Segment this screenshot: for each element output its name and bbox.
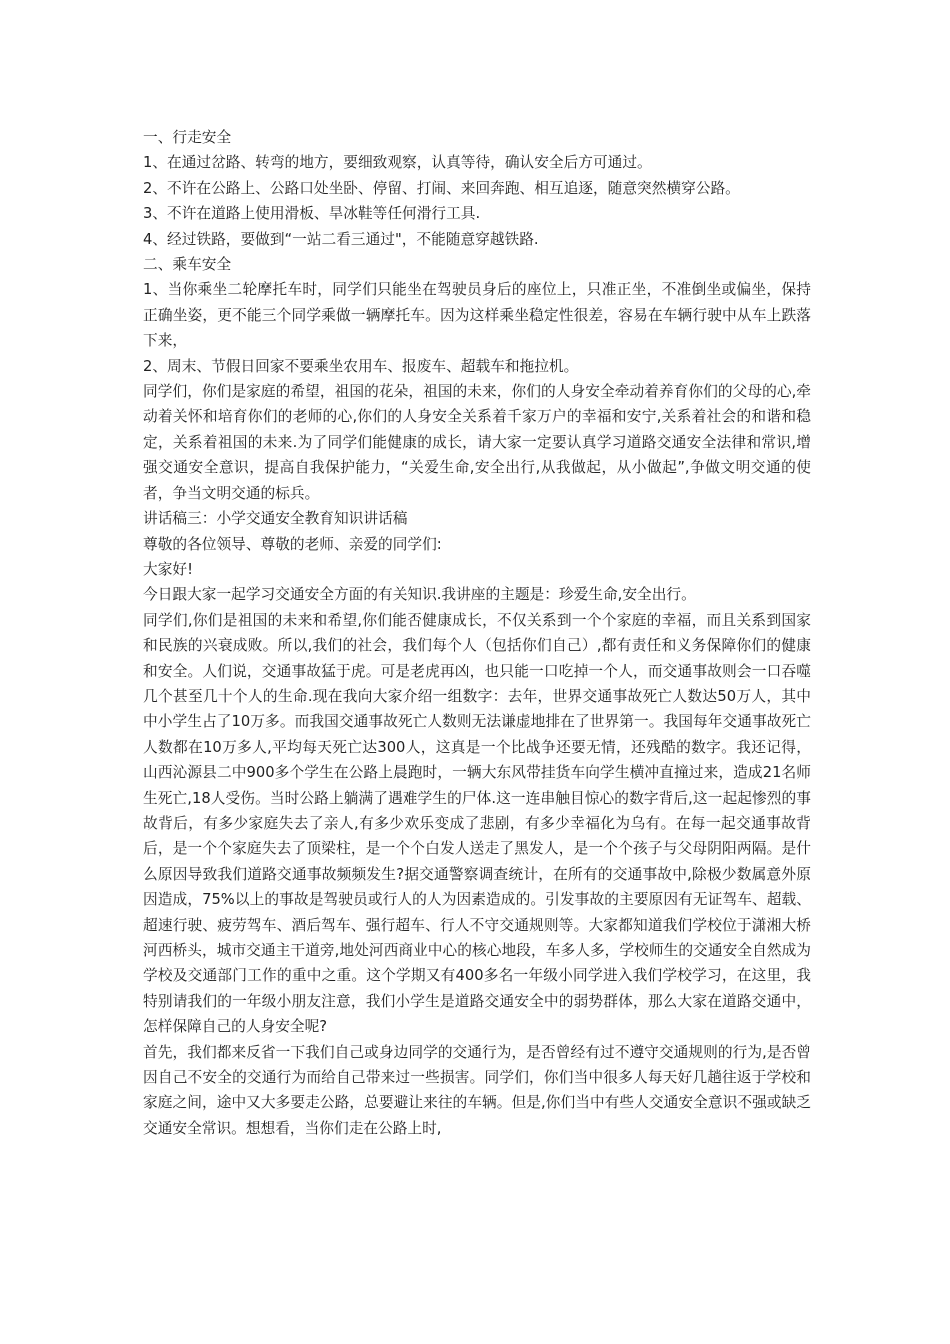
walking-rule-1: 1、在通过岔路、转弯的地方，要细致观察，认真等待，确认安全后方可通过。 <box>143 154 652 172</box>
closing-paragraph: 同学们，你们是家庭的希望，祖国的花朵，祖国的未来，你们的人身安全牵动着养育你们的父母的心,牵动着关怀和培育你们的老师的心,你们的人身安全关系着千家万户的幸福和安宁,关系着社会的和谐和稳定，关系着祖国的未来.为了同学们能健康的成长，请大家一定要认真学习道路交通安全法律和常识,增强交通安全意识，提高自我保护能力，“关爱生命,安全出行,从我做起，从小做起”,争做文明交通的使者，争当文明交通的标兵。 <box>143 383 811 502</box>
walking-rule-3: 3、不许在道路上使用滑板、旱冰鞋等任何滑行工具. <box>143 205 481 223</box>
riding-rule-1: 1、当你乘坐二轮摩托车时，同学们只能坐在驾驶员身后的座位上，只准正坐，不准倒坐或偏坐，保持正确坐姿，更不能三个同学乘做一辆摩托车。因为这样乘坐稳定性很差，容易在车辆行驶中从车上跌落下来， <box>143 281 811 350</box>
greeting: 大家好! <box>143 560 193 578</box>
section-heading-walking-safety: 一、行走安全 <box>143 129 232 146</box>
speech-body-paragraph: 同学们,你们是祖国的未来和希望,你们能否健康成长，不仅关系到一个个家庭的幸福，而且关系到国家和民族的兴衰成败。所以,我们的社会，我们每个人（包括你们自己）,都有责任和义务保障你们的健康和安全。人们说，交通事故猛于虎。可是老虎再凶，也只能一口吃掉一个人，而交通事故则会一口吞噬几个甚至几十个人的生命.现在我向大家介绍一组数字：去年，世界交通事故死亡人数达50万人，其中中小学生占了10万多。而我国交通事故死亡人数则无法谦虚地排在了世界第一。我国每年交通事故死亡人数都在10万多人,平均每天死亡达300人，这真是一个比战争还要无情，还残酷的数字。我还记得，山西沁源县二中900多个学生在公路上晨跑时，一辆大东风带挂货车向学生横冲直撞过来，造成21名师生死亡,18人受伤。当时公路上躺满了遇难学生的尸体.这一连串触目惊心的数字背后,这一起起惨烈的事故背后，有多少家庭失去了亲人,有多少欢乐变成了悲剧，有多少幸福化为乌有。在每一起交通事故背后，是一个个家庭失去了顶梁柱，是一个个白发人送走了黑发人，是一个个孩子与父母阴阳两隔。是什么原因导致我们道路交通事故频频发生?据交通警察调查统计，在所有的交通事故中,除极少数属意外原因造成，75%以上的事故是驾驶员或行人的人为因素造成的。引发事故的主要原因有无证驾车、超载、超速行驶、疲劳驾车、酒后驾车、强行超车、行人不守交通规则等。大家都知道我们学校位于潇湘大桥河西桥头，城市交通主干道旁,地处河西商业中心的核心地段，车多人多，学校师生的交通安全自然成为学校及交通部门工作的重中之重。这个学期又有400多名一年级小同学进入我们学校学习，在这里，我特别请我们的一年级小朋友注意，我们小学生是道路交通安全中的弱势群体，那么大家在道路交通中，怎样保障自己的人身安全呢? <box>143 611 811 1036</box>
speech-intro: 今日跟大家一起学习交通安全方面的有关知识.我讲座的主题是：珍爱生命,安全出行。 <box>143 586 696 604</box>
speech-title: 讲话稿三：小学交通安全教育知识讲话稿 <box>143 510 408 528</box>
walking-rule-4: 4、经过铁路，要做到“一站二看三通过"，不能随意穿越铁路. <box>143 230 539 248</box>
walking-rule-2: 2、不许在公路上、公路口处坐卧、停留、打闹、来回奔跑、相互追逐，随意突然横穿公路。 <box>143 179 740 197</box>
section-heading-riding-safety: 二、乘车安全 <box>143 256 232 274</box>
riding-rule-2: 2、周末、节假日回家不要乘坐农用车、报废车、超载车和拖拉机。 <box>143 357 579 375</box>
speech-reflection-paragraph: 首先，我们都来反省一下我们自己或身边同学的交通行为，是否曾经有过不遵守交通规则的行为,是否曾因自己不安全的交通行为而给自己带来过一些损害。同学们，你们当中很多人每天好几趟往返于学校和家庭之间，途中又大多要走公路，总要避让来往的车辆。但是,你们当中有些人交通安全意识不强或缺乏交通安全常识。想想看，当你们走在公路上时, <box>143 1043 811 1137</box>
document-body <box>143 125 811 1141</box>
salutation: 尊敬的各位领导、尊敬的老师、亲爱的同学们: <box>143 535 442 553</box>
